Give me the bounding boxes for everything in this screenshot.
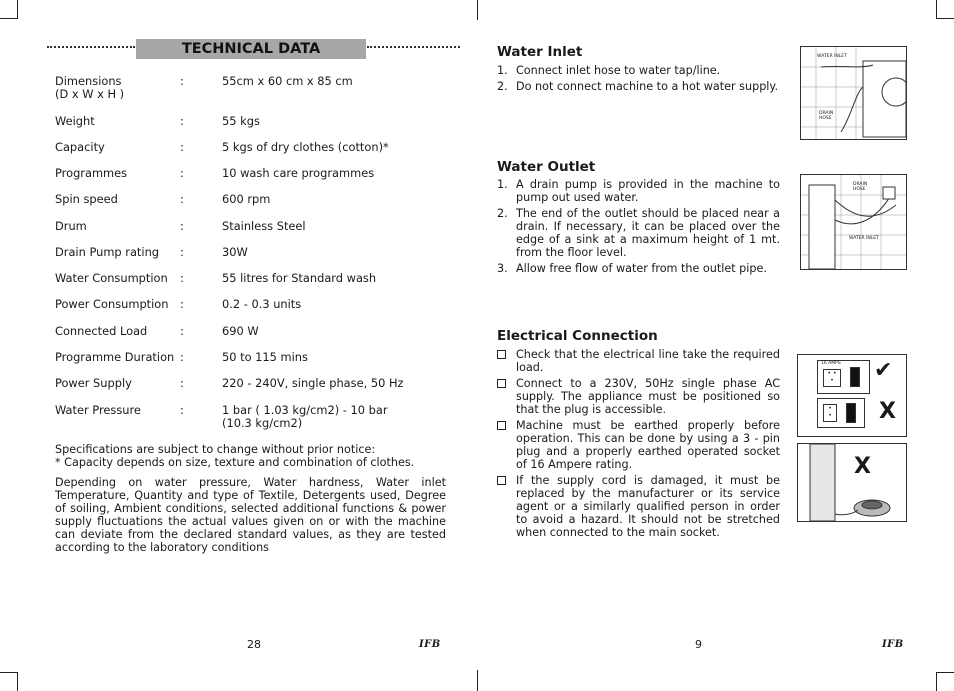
- spec-separator: :: [180, 166, 184, 180]
- list-marker: 3.: [497, 262, 508, 275]
- spec-value-text: 1 bar ( 1.03 kg/cm2) - 10 bar: [222, 403, 388, 417]
- spec-value-text: 220 - 240V, single phase, 50 Hz: [222, 376, 404, 390]
- spec-label-text: Connected Load: [55, 324, 148, 338]
- list-item: [497, 419, 780, 471]
- list-item-text: Do not connect machine to a hot water supply.: [516, 80, 778, 93]
- spec-separator: :: [180, 297, 184, 311]
- switch-icon: [846, 403, 856, 423]
- spec-label: [55, 325, 147, 338]
- spec-value-text: 30W: [222, 245, 248, 259]
- spec-label: [55, 115, 95, 128]
- spec-label-text: Programmes: [55, 166, 128, 180]
- spec-value-text: Stainless Steel: [222, 219, 306, 233]
- crop-mark: [477, 0, 478, 20]
- spec-value: [222, 404, 388, 430]
- list-item: [497, 80, 780, 93]
- spec-value: [222, 115, 260, 128]
- spec-value-text: 50 to 115 mins: [222, 350, 308, 364]
- spec-separator: :: [180, 403, 184, 417]
- list-item-text: A drain pump is provided in the machine to pump out used water.: [516, 178, 780, 204]
- switch-icon: [850, 367, 860, 387]
- list-item: [497, 474, 780, 539]
- spec-separator: :: [180, 324, 184, 338]
- incorrect-socket: [817, 398, 865, 428]
- notice-line-2: * Capacity depends on size, texture and combination of clothes.: [55, 456, 415, 469]
- spec-value-text: 0.2 - 0.3 units: [222, 297, 302, 311]
- spec-value: [222, 246, 248, 259]
- spec-separator: :: [180, 219, 184, 233]
- spec-value: [222, 167, 374, 180]
- brand-logo: IFB: [882, 639, 904, 650]
- inlet-figure-label: WATER INLET: [817, 54, 847, 59]
- list-item: [497, 348, 780, 374]
- spec-label: [55, 351, 174, 364]
- spec-label: [55, 220, 87, 233]
- crop-mark: [0, 672, 18, 673]
- crop-mark: [17, 672, 18, 691]
- list-item-text: Allow free flow of water from the outlet pipe.: [516, 262, 767, 275]
- page-number: 28: [247, 638, 261, 651]
- crop-mark: [936, 0, 937, 18]
- drain-figure-label: DRAIN HOSE: [819, 111, 834, 121]
- spec-label: [55, 404, 141, 417]
- title-rule-left: [47, 46, 135, 48]
- spec-separator: :: [180, 74, 184, 88]
- spec-separator: :: [180, 114, 184, 128]
- spec-label: [55, 298, 169, 311]
- spec-label-text: Water Consumption: [55, 271, 168, 285]
- page-title: TECHNICAL DATA: [136, 39, 366, 59]
- spec-label-text: Weight: [55, 114, 95, 128]
- spec-label-text: Power Consumption: [55, 297, 169, 311]
- spec-separator: :: [180, 350, 184, 364]
- page-number: 9: [695, 638, 702, 651]
- checkbox-bullet-icon: [497, 350, 506, 359]
- inlet-figure-label: WATER INLET: [849, 236, 879, 241]
- crop-mark: [936, 672, 954, 673]
- spec-value: [222, 351, 308, 364]
- spec-value: [222, 141, 389, 154]
- spec-label: [55, 377, 132, 390]
- spec-value-text: 600 rpm: [222, 192, 271, 206]
- spec-separator: :: [180, 271, 184, 285]
- crop-mark: [0, 18, 18, 19]
- checkbox-bullet-icon: [497, 476, 506, 485]
- spec-value-text: 55cm x 60 cm x 85 cm: [222, 74, 353, 88]
- crop-mark: [17, 0, 18, 18]
- spec-notice: [55, 443, 446, 469]
- spec-separator: :: [180, 192, 184, 206]
- spec-value-text: 55 litres for Standard wash: [222, 271, 377, 285]
- spec-value: [222, 298, 301, 311]
- spec-value-text: 10 wash care programmes: [222, 166, 375, 180]
- tick-icon: ✔: [874, 358, 893, 383]
- list-item-text: Connect inlet hose to water tap/line.: [516, 64, 721, 77]
- checkbox-bullet-icon: [497, 379, 506, 388]
- list-marker: 2.: [497, 207, 508, 220]
- water-inlet-illustration: [801, 47, 906, 139]
- drain-figure-label: DRAIN HOSE: [853, 182, 868, 192]
- spec-separator: :: [180, 140, 184, 154]
- spec-label-text: (D x W x H ): [55, 87, 125, 101]
- brand-logo: IFB: [419, 639, 441, 650]
- list-marker: 1.: [497, 64, 508, 77]
- spec-label: [55, 246, 159, 259]
- spec-label-text: Drain Pump rating: [55, 245, 160, 259]
- spec-label-text: Water Pressure: [55, 403, 141, 417]
- spec-value: [222, 272, 376, 285]
- cross-icon: X: [854, 454, 871, 479]
- water-outlet-heading: Water Outlet: [497, 159, 596, 175]
- list-item-text: Machine must be earthed properly before operation. This can be done by using a 3 - pin plug and a properly earthed operated socket of 16 Ampere rating.: [516, 419, 780, 471]
- spec-label-text: Spin speed: [55, 192, 118, 206]
- amps-label: 16 AMPS: [821, 361, 841, 366]
- list-item-text: If the supply cord is damaged, it must be replaced by the manufacturer or its service agent or a similarly qualified person in order to avoid a hazard. It should not be stretched when connected to the main socket.: [516, 474, 780, 539]
- crop-mark: [936, 672, 937, 691]
- notice-line-1: Specifications are subject to change without prior notice:: [55, 443, 376, 456]
- socket-outlet-icon: • •: [823, 404, 837, 422]
- list-item: [497, 207, 780, 259]
- cord-illustration: [798, 444, 906, 521]
- list-item-text: Check that the electrical line take the required load.: [516, 348, 780, 374]
- spec-value-text: 55 kgs: [222, 114, 260, 128]
- spec-label-text: Power Supply: [55, 376, 132, 390]
- spec-label: [55, 167, 127, 180]
- conditions-paragraph: Depending on water pressure, Water hardness, Water inlet Temperature, Quantity and type of Textile, Detergents used, Degree of soiling, Ambient conditions, selected additional functions & power supply fluctuations the actual values given on or with the machine can deviate from the declared standard values, as they are tested according to the laboratory conditions: [55, 476, 446, 554]
- spec-value: [222, 220, 306, 233]
- list-item-text: The end of the outlet should be placed near a drain. If necessary, it can be placed over the edge of a sink at a maximum height of 1 mt. from the floor level.: [516, 207, 780, 259]
- spec-value-text: (10.3 kg/cm2): [222, 416, 303, 430]
- spec-value: [222, 193, 270, 206]
- list-item: [497, 377, 780, 416]
- spec-label-text: Capacity: [55, 140, 105, 154]
- list-marker: 1.: [497, 178, 508, 191]
- socket-outlet-icon: • • •: [823, 369, 841, 387]
- spec-value: [222, 75, 353, 88]
- spec-separator: :: [180, 245, 184, 259]
- spec-label: [55, 193, 118, 206]
- title-rule-right: [367, 46, 460, 48]
- checkbox-bullet-icon: [497, 421, 506, 430]
- correct-socket: [817, 360, 870, 394]
- list-item: [497, 64, 780, 77]
- spec-label: [55, 141, 105, 154]
- list-marker: 2.: [497, 80, 508, 93]
- spec-separator: :: [180, 376, 184, 390]
- spec-label: [55, 75, 124, 101]
- spec-value-text: 690 W: [222, 324, 259, 338]
- water-inlet-heading: Water Inlet: [497, 44, 583, 60]
- cord-figure: [797, 443, 907, 522]
- spec-label-text: Programme Duration: [55, 350, 175, 364]
- list-item: [497, 178, 780, 204]
- list-item: [497, 262, 780, 275]
- cross-icon: X: [879, 399, 896, 424]
- spec-label-text: Drum: [55, 219, 87, 233]
- spec-label-text: Dimensions: [55, 74, 122, 88]
- crop-mark: [477, 670, 478, 691]
- spec-value: [222, 325, 259, 338]
- crop-mark: [936, 18, 954, 19]
- socket-figure: [797, 354, 907, 437]
- electrical-heading: Electrical Connection: [497, 328, 658, 344]
- spec-label: [55, 272, 168, 285]
- spec-value-text: 5 kgs of dry clothes (cotton)*: [222, 140, 389, 154]
- water-outlet-figure: [800, 174, 907, 270]
- spec-value: [222, 377, 403, 390]
- water-inlet-figure: [800, 46, 907, 140]
- list-item-text: Connect to a 230V, 50Hz single phase AC supply. The appliance must be positioned so that the plug is accessible.: [516, 377, 780, 416]
